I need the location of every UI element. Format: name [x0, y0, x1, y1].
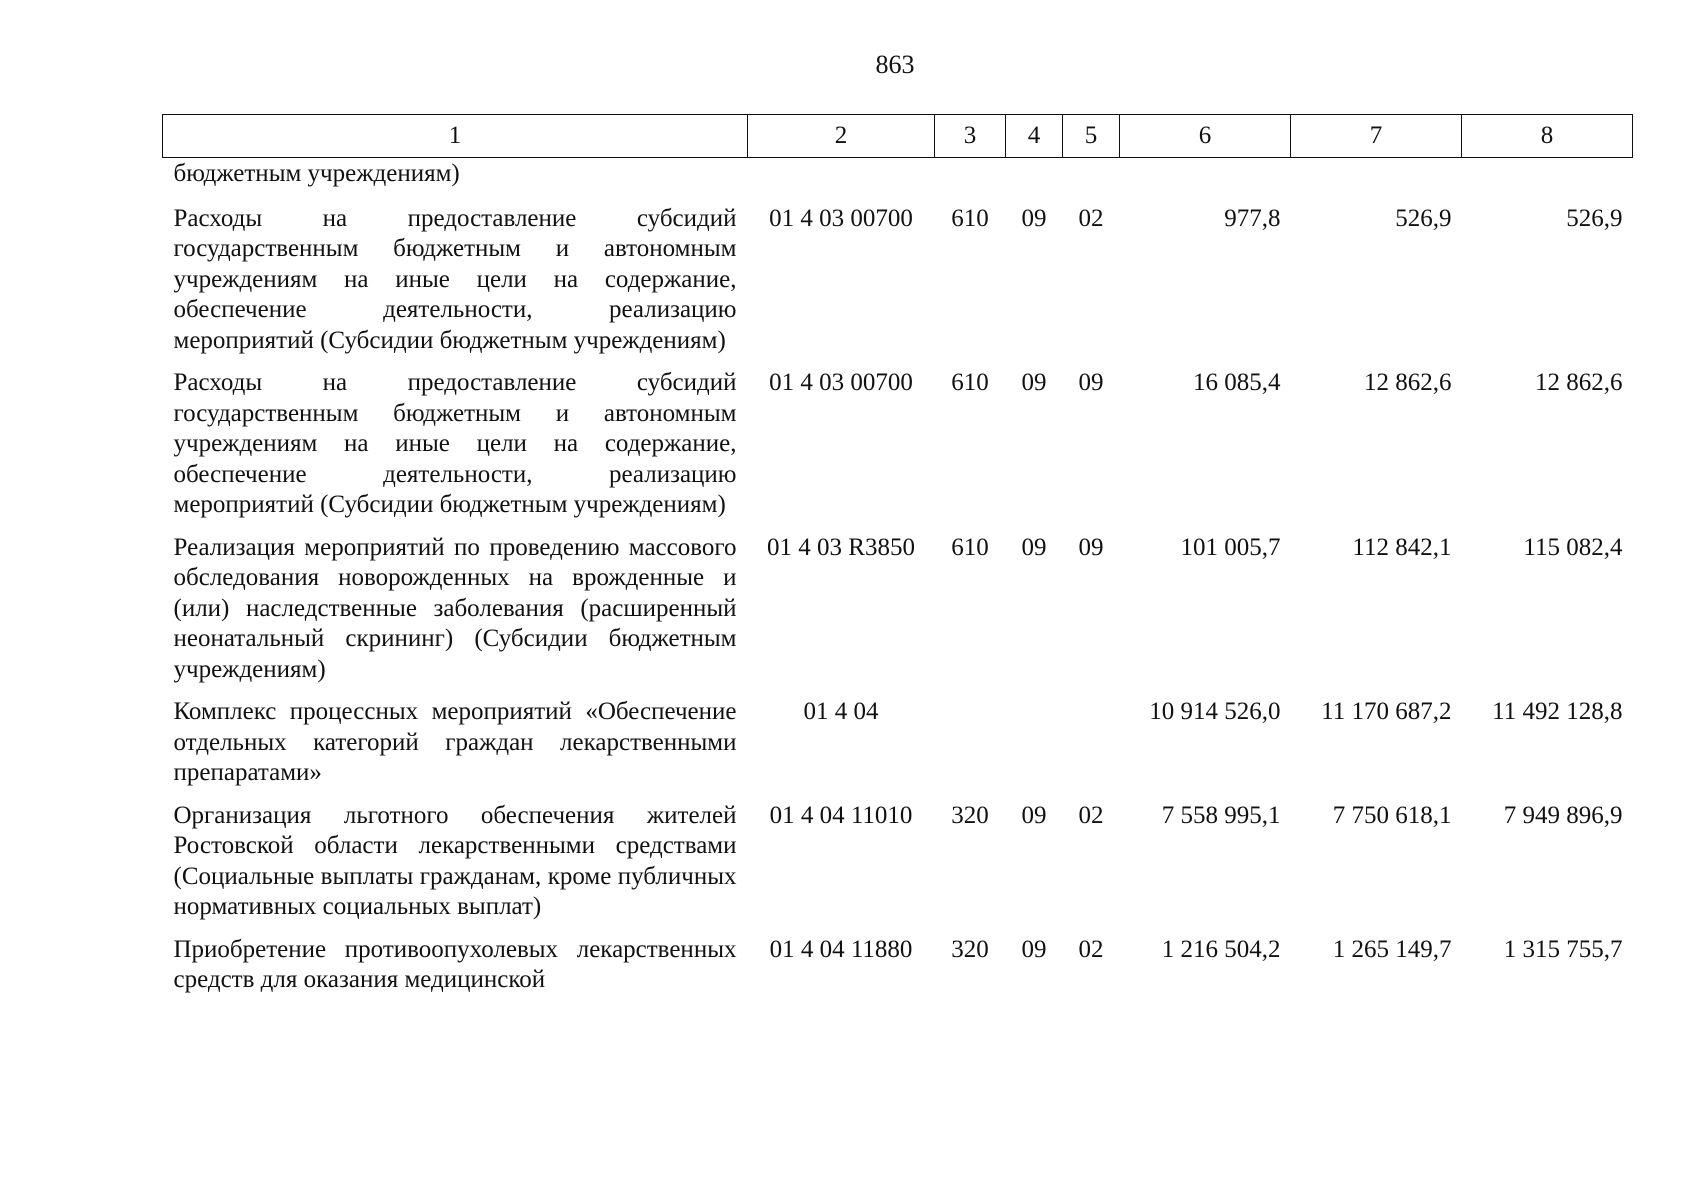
header-col-1: 1 — [163, 115, 748, 158]
row-name: Реализация мероприятий по проведению массового обследования новорожденных на врожденные и (или) наследственные заболевания (расширенный неонатальный скрининг) (Субсидии бюджетным учреждениям) — [173, 533, 737, 683]
row-rz: 09 — [1021, 533, 1047, 561]
header-row — [163, 115, 1633, 158]
table-row — [163, 697, 1633, 801]
row-value-7: 11 170 687,2 — [1321, 698, 1452, 725]
table-row-continuation — [163, 158, 1633, 204]
row-value-7: 7 750 618,1 — [1332, 801, 1452, 829]
row-code: 01 4 03 00700 — [769, 204, 913, 232]
row-vr — [935, 697, 1006, 801]
row-rz: 09 — [1021, 204, 1047, 232]
row-value-8: 526,9 — [1566, 204, 1623, 232]
row-value-8: 1 315 755,7 — [1503, 935, 1623, 963]
row-value-6: 101 005,7 — [1180, 533, 1281, 561]
header-col-3: 3 — [935, 115, 1006, 158]
row-value-7: 1 265 149,7 — [1332, 935, 1452, 963]
header-col-2: 2 — [748, 115, 935, 158]
table-row — [163, 533, 1633, 698]
row-pr: 02 — [1078, 204, 1104, 232]
row-value-6: 10 914 526,0 — [1149, 698, 1281, 725]
row-name: Комплекс процессных мероприятий «Обеспечение отдельных категорий граждан лекарственными препаратами» — [173, 698, 737, 786]
row-value-8: 115 082,4 — [1523, 533, 1623, 561]
row-pr: 09 — [1078, 369, 1104, 396]
table-header — [163, 115, 1633, 158]
row-vr: 610 — [951, 533, 989, 561]
row-vr: 320 — [951, 935, 989, 963]
row-pr — [1063, 697, 1120, 801]
budget-table — [162, 114, 1633, 1008]
row-code: 01 4 04 — [803, 698, 879, 725]
row-pr: 02 — [1078, 935, 1104, 963]
row-rz: 09 — [1021, 935, 1047, 963]
row-value-8: 11 492 128,8 — [1492, 698, 1623, 725]
row-value-7: 112 842,1 — [1352, 533, 1452, 561]
row-name: Приобретение противоопухолевых лекарственных средств для оказания медицинской — [173, 935, 737, 993]
row-rz: 09 — [1021, 801, 1047, 829]
row-code: 01 4 03 00700 — [769, 369, 913, 396]
row-vr: 610 — [951, 204, 989, 232]
row-value-6: 7 558 995,1 — [1161, 801, 1281, 829]
row-value-8: 7 949 896,9 — [1503, 801, 1623, 829]
row-name: Расходы на предоставление субсидий государственным бюджетным и автономным учреждениям на иные цели на содержание, обеспечение деятельности, реализацию мероприятий (Субсидии бюджетным учреждениям) — [173, 204, 737, 354]
table-row — [163, 368, 1633, 533]
table-body — [163, 158, 1633, 1008]
header-col-5: 5 — [1063, 115, 1120, 158]
row-code: 01 4 03 R3850 — [767, 533, 915, 561]
row-vr: 320 — [951, 801, 989, 829]
row-value-6: 1 216 504,2 — [1161, 935, 1281, 963]
row-rz: 09 — [1021, 369, 1047, 396]
row-value-6: 16 085,4 — [1193, 369, 1281, 396]
header-col-6: 6 — [1120, 115, 1291, 158]
row-pr: 02 — [1078, 801, 1104, 829]
row-name: Организация льготного обеспечения жителей Ростовской области лекарственными средствами (Социальные выплаты гражданам, кроме публичных нормативных социальных выплат) — [173, 801, 737, 920]
table-row — [163, 204, 1633, 369]
row-value-7: 526,9 — [1395, 204, 1452, 232]
row-code: 01 4 04 11880 — [769, 935, 913, 963]
row-code: 01 4 04 11010 — [769, 801, 913, 829]
row-vr: 610 — [951, 369, 989, 396]
table-row — [163, 935, 1633, 1008]
row-name: бюджетным учреждениям) — [173, 160, 460, 187]
row-value-7: 12 862,6 — [1364, 369, 1452, 396]
row-value-6: 977,8 — [1224, 204, 1281, 232]
header-col-7: 7 — [1291, 115, 1462, 158]
row-rz — [1006, 697, 1063, 801]
row-pr: 09 — [1078, 533, 1104, 561]
header-col-4: 4 — [1006, 115, 1063, 158]
header-col-8: 8 — [1462, 115, 1633, 158]
row-value-8: 12 862,6 — [1535, 369, 1623, 396]
table-row — [163, 801, 1633, 935]
row-name: Расходы на предоставление субсидий государственным бюджетным и автономным учреждениям на иные цели на содержание, обеспечение деятельности, реализацию мероприятий (Субсидии бюджетным учреждениям) — [173, 369, 737, 518]
page-number: 863 — [875, 50, 915, 79]
